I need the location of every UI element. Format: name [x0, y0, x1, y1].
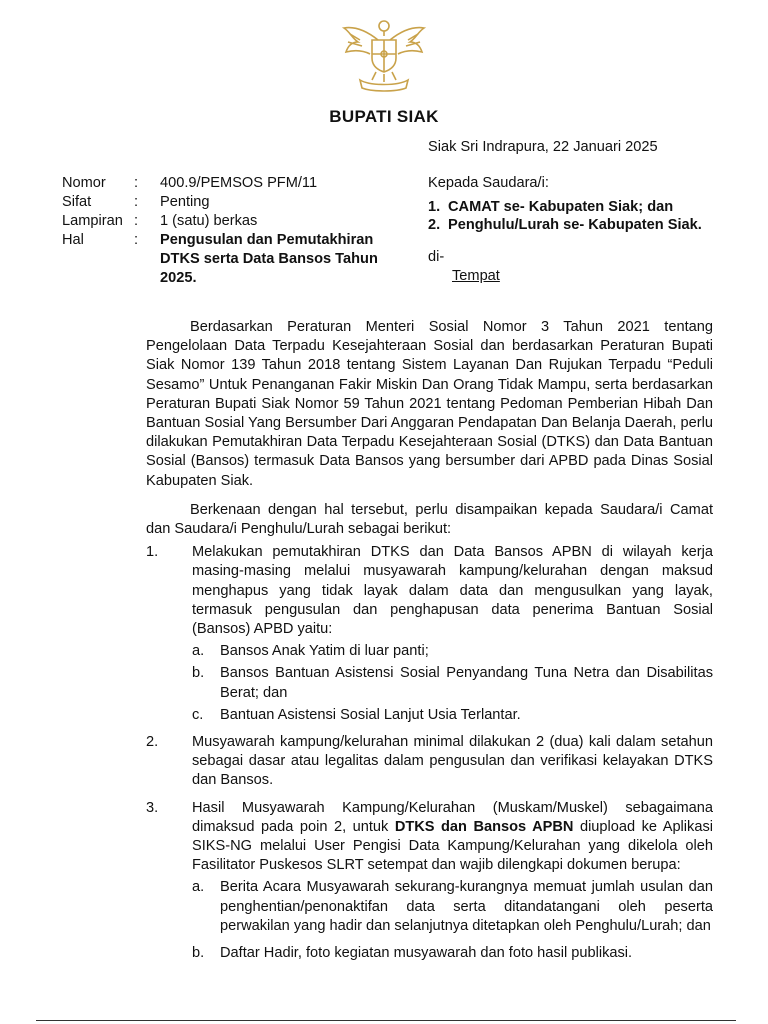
list-item-text-b: diupload ke Aplikasi SIKS-NG melalui User Pengisi Data Kampung/Kelurahan yang dikelola oleh Fasilitator Puskesos SLRT setempat dan wajib dilengkapi dokumen berupa: — [192, 818, 713, 874]
meta-key: Sifat — [62, 194, 92, 210]
meta-colon: : — [134, 175, 139, 191]
list-item-text-bold: DTKS dan Bansos APBN — [394, 818, 574, 835]
recipient-list — [428, 198, 728, 234]
meta-key: Nomor — [62, 175, 106, 191]
list-item-text-a: Hasil Musyawarah Kampung/Kelurahan (Muskam/Muskel) sebagaimana dimaksud pada poin 2, untuk — [192, 799, 713, 835]
sub-item-letter: a. — [192, 643, 205, 660]
sub-item-letter: b. — [192, 945, 205, 962]
body-paragraph-2: Berkenaan dengan hal tersebut, perlu disampaikan kepada Saudara/i Camat dan Saudara/i Penghulu/Lurah sebagai berikut: — [146, 501, 713, 538]
list-item-1 — [146, 543, 713, 725]
sub-item-text: Bantuan Asistensi Sosial Lanjut Usia Terlantar. — [220, 706, 521, 723]
sub-item — [192, 944, 713, 963]
list-item-3 — [146, 799, 713, 964]
sub-item — [192, 878, 713, 936]
meta-colon: : — [134, 213, 139, 229]
recipient-text: CAMAT se- Kabupaten Siak; dan — [448, 199, 674, 215]
sub-item-text: Daftar Hadir, foto kegiatan musyawarah dan foto hasil publikasi. — [220, 945, 633, 962]
sub-item-text: Bansos Anak Yatim di luar panti; — [220, 643, 429, 660]
meta-key: Lampiran — [62, 213, 123, 229]
list-item-content — [192, 799, 713, 964]
meta-row-sifat — [62, 193, 392, 212]
meta-row-nomor — [62, 174, 392, 193]
recipient-di: di- — [428, 249, 445, 265]
meta-colon: : — [134, 194, 139, 210]
meta-colon: : — [134, 232, 139, 248]
page-bottom-divider — [36, 1020, 736, 1021]
recipient-block — [428, 174, 728, 286]
meta-value: Penting — [160, 194, 210, 210]
recipient-tempat: Tempat — [452, 268, 500, 284]
list-item-number: 2. — [146, 734, 159, 751]
meta-key: Hal — [62, 232, 84, 248]
meta-value-subject: Pengusulan dan Pemutakhiran DTKS serta Data Bansos Tahun 2025. — [160, 232, 378, 286]
recipient-item — [428, 198, 728, 216]
meta-row-lampiran — [62, 212, 392, 231]
list-item-2 — [146, 733, 713, 791]
meta-value: 1 (satu) berkas — [160, 213, 258, 229]
body-paragraph-1: Berdasarkan Peraturan Menteri Sosial Nomor 3 Tahun 2021 tentang Pengelolaan Data Terpadu Kesejahteraan Sosial dan berdasarkan Peraturan Bupati Siak Nomor 139 Tahun 2018 tentang Sistem Layanan Dan Rujukan Terpadu “Peduli Sesamo” Untuk Penanganan Fakir Miskin Dan Orang Tidak Mampu, serta berdasarkan Peraturan Bupati Siak Nomor 59 Tahun 2021 tentang Pedoman Pemberian Hibah Dan Bantuan Sosial Yang Bersumber Dari Anggaran Pendapatan Dan Belanja Daerah, perlu dilakukan Pemutakhiran Data Terpadu Kesejahteraan Sosial (DTKS) dan Data Bantuan Sosial (Bansos) termasuk Data Bansos yang bersumber dari APBD pada Dinas Sosial Kabupaten Siak. — [146, 319, 713, 489]
list-item-text — [192, 799, 713, 876]
sub-item — [192, 664, 713, 702]
recipient-num: 1. — [428, 199, 441, 215]
meta-value: 400.9/PEMSOS PFM/11 — [160, 175, 318, 191]
sub-item — [192, 706, 713, 725]
list-item-number: 3. — [146, 799, 159, 816]
recipient-item — [428, 216, 728, 234]
sub-item-letter: b. — [192, 665, 205, 682]
sub-item-letter: c. — [192, 706, 204, 723]
garuda-emblem-icon — [338, 14, 430, 94]
sub-item-letter: a. — [192, 879, 205, 896]
letterhead-title: BUPATI SIAK — [329, 107, 439, 126]
recipient-intro: Kepada Saudara/i: — [428, 175, 549, 191]
recipient-text: Penghulu/Lurah se- Kabupaten Siak. — [448, 217, 702, 233]
list-item-text: Melakukan pemutakhiran DTKS dan Data Bansos APBN di wilayah kerja masing-masing melalui musyawarah kampung/kelurahan dengan maksud menghapus yang tidak layak dalam data dan mengusulkan yang layak, termasuk pengusulan dan penghapusan data penerima Bantuan Sosial (Bansos) APBD yaitu: — [192, 544, 713, 638]
sub-item — [192, 642, 713, 661]
place-date: Siak Sri Indrapura, 22 Januari 2025 — [428, 139, 658, 155]
list-item-text: Musyawarah kampung/kelurahan minimal dilakukan 2 (dua) kali dalam setahun sebagai dasar atau legalitas dalam pengusulan dan verifikasi kelayakan DTKS dan Bansos. — [192, 734, 713, 789]
letter-meta — [62, 174, 392, 288]
sub-item-text: Berita Acara Musyawarah sekurang-kurangnya memuat jumlah usulan dan penghentian/penonaktifan data serta ditandatangani oleh peserta perwakilan yang hadir dan selanjutnya ditetapkan oleh Penghulu/Lurah; dan — [220, 879, 713, 934]
recipient-num: 2. — [428, 217, 441, 233]
meta-row-hal — [62, 231, 392, 288]
letter-body — [146, 318, 713, 971]
list-item-number: 1. — [146, 544, 159, 561]
sub-item-text: Bansos Bantuan Asistensi Sosial Penyandang Tuna Netra dan Disabilitas Berat; dan — [220, 665, 713, 701]
list-item-content — [192, 543, 713, 725]
